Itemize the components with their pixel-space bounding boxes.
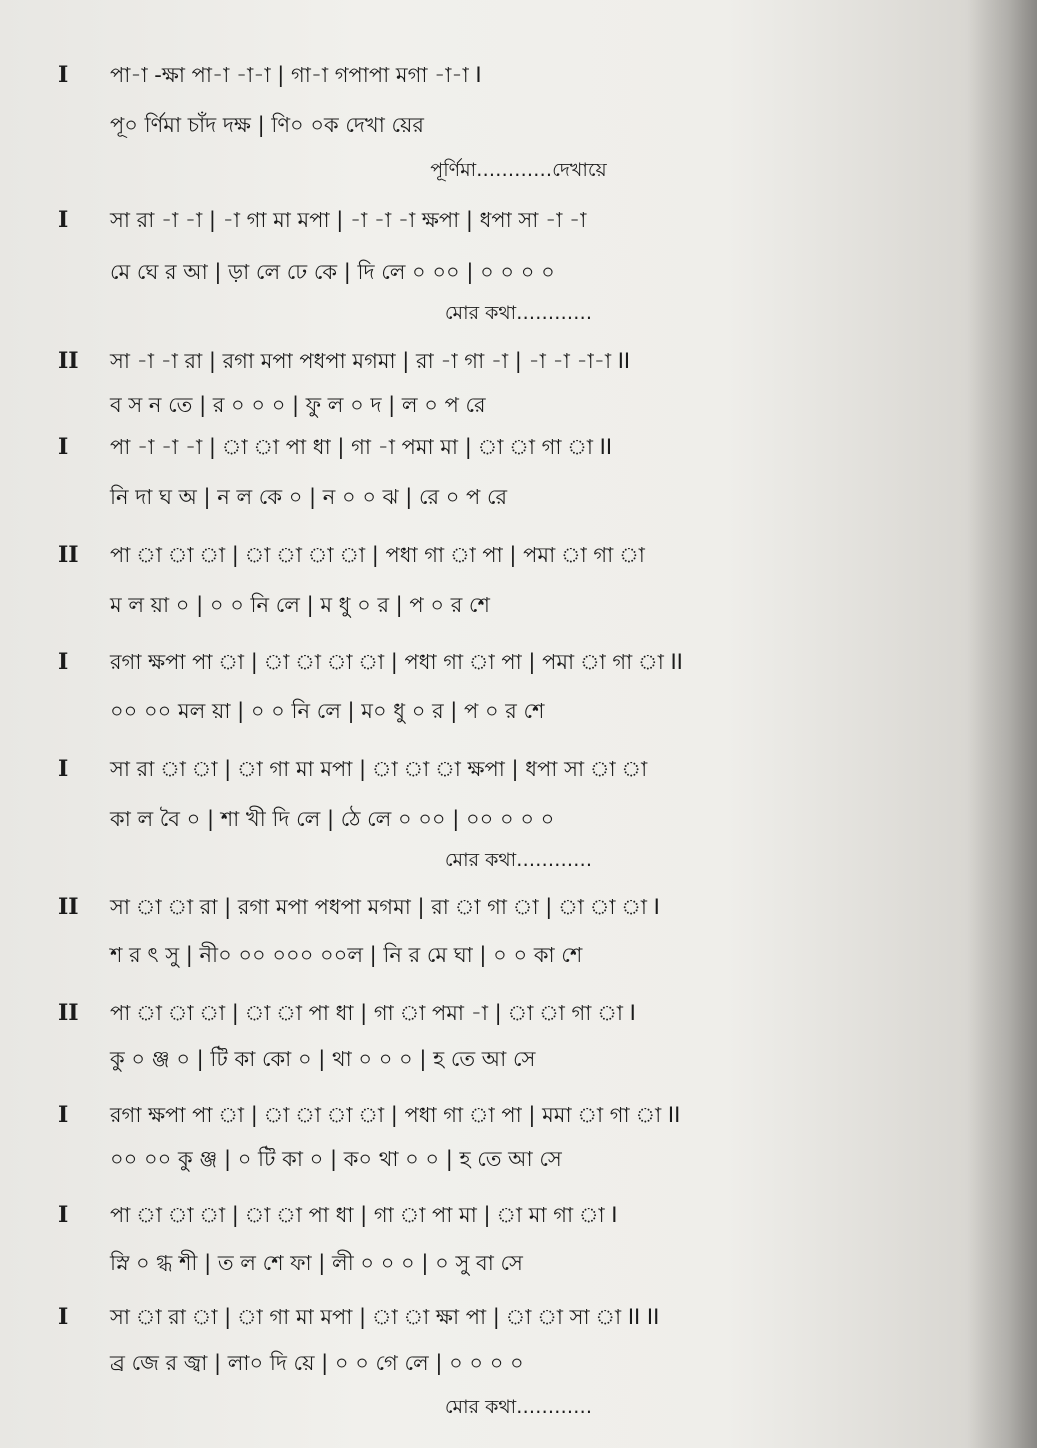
lyric-text: কু ০ ঞ্জ ০ | টি কা কো ০ | থা ০ ০ ০ | হ তে আ সে — [110, 1047, 536, 1071]
bar-marker: I — [58, 62, 69, 88]
lyric-text: নি দা ঘ অ | ন ল কে ০ | ন ০ ০ ঝ | রে ০ প রে — [110, 485, 508, 509]
bar-marker: I — [58, 649, 69, 675]
bar-marker: II — [58, 894, 79, 920]
section-caption: মোর কথা………… — [444, 302, 593, 324]
lyric-text: মে ঘে র আ | ড়া লে ঢে কে | দি লে ০ ০০ | ০ ০ ০ ০ — [110, 260, 555, 284]
lyric-text: পূ০ র্ণিমা চাঁদ দক্ষ | ণি০ ০ক দেখা য়ের — [110, 113, 424, 137]
swara-line: সা রা -া -া | -া গা মা মপা | -া -া -া ক্ষপা | ধপা সা -া -া — [110, 208, 587, 232]
swara-line: সা -া -া রা | রগা মপা পধপা মগমা | রা -া গা -া | -া -া -া-া II — [110, 349, 631, 373]
bar-marker: I — [58, 1304, 69, 1330]
lyric-text: ম ল য়া ০ | ০ ০ নি লে | ম ধু ০ র | প ০ র শে — [110, 593, 490, 617]
bar-marker: II — [58, 1000, 79, 1026]
bar-marker: I — [58, 1102, 69, 1128]
lyric-text: ব্র জে র জ্বা | লা০ দি য়ে | ০ ০ গে লে | ০ ০ ০ ০ — [110, 1351, 524, 1375]
bar-marker: I — [58, 207, 69, 233]
lyric-text: ব স ন তে | র ০ ০ ০ | ফু ল ০ দ | ল ০ প রে — [110, 393, 486, 417]
swara-line: সা া রা া | া গা মা মপা | া া ক্ষা পা | া া সা া II II — [110, 1305, 660, 1329]
section-caption: পূর্ণিমা…………দেখায়ে — [430, 159, 607, 181]
swara-line: পা া া া | া া া া | পধা গা া পা | পমা া গা া — [110, 543, 645, 567]
swara-line: সা রা া া | া গা মা মপা | া া া ক্ষপা | ধপা সা া া — [110, 757, 648, 781]
bar-marker: II — [58, 542, 79, 568]
lyric-text: ০০ ০০ মল য়া | ০ ০ নি লে | ম০ ধু ০ র | প ০ র শে — [110, 699, 545, 723]
lyric-text: স্নি ০ গ্ধ শী | ত ল শে ফা | লী ০ ০ ০ | ০ সু বা সে — [110, 1251, 523, 1275]
swara-line: সা া া রা | রগা মপা পধপা মগমা | রা া গা া | া া া I — [110, 895, 660, 919]
swara-line: পা-া -ক্ষা পা-া -া-া | গা-া গপাপা মগা -া-া I — [110, 63, 482, 87]
swara-line: পা া া া | া া পা ধা | গা া পা মা | া মা গা া I — [110, 1203, 618, 1227]
lyric-text: ০০ ০০ কু ঞ্জ | ০ টি কা ০ | ক০ থা ০ ০ | হ তে আ সে — [110, 1147, 562, 1171]
lyric-text: শ র ৎ সু | নী০ ০০ ০০০ ০০ল | নি র মে ঘা | ০ ০ কা শে — [110, 943, 583, 967]
swara-line: রগা ক্ষপা পা া | া া া া | পধা গা া পা | মমা া গা া II — [110, 1103, 681, 1127]
bar-marker: I — [58, 434, 69, 460]
swara-line: পা -া -া -া | া া পা ধা | গা -া পমা মা | া া গা া II — [110, 435, 613, 459]
swara-line: পা া া া | া া পা ধা | গা া পমা -া | া া গা া I — [110, 1001, 636, 1025]
bar-marker: I — [58, 1202, 69, 1228]
lyric-text: কা ল বৈ ০ | শা খী দি লে | ঠে লে ০ ০০ | ০০ ০ ০ ০ — [110, 807, 555, 831]
book-binding-shadow — [967, 0, 1037, 1448]
section-caption: মোর কথা………… — [444, 1396, 593, 1418]
bar-marker: II — [58, 348, 79, 374]
bar-marker: I — [58, 756, 69, 782]
swara-line: রগা ক্ষপা পা া | া া া া | পধা গা া পা | পমা া গা া II — [110, 650, 683, 674]
section-caption: মোর কথা………… — [444, 849, 593, 871]
